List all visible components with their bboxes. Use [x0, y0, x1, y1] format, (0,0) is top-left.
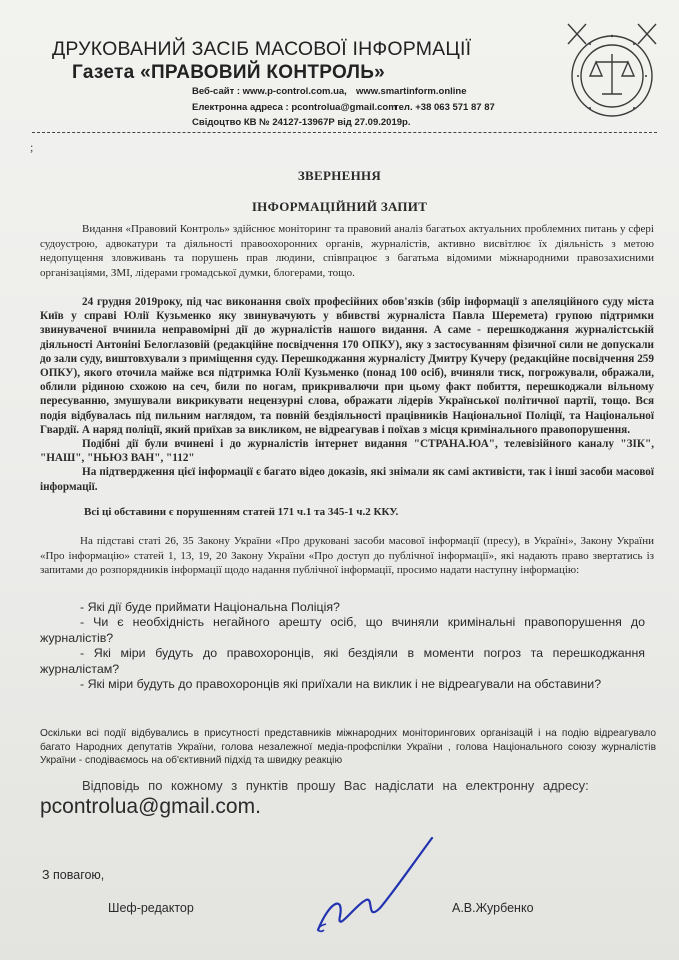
intro-paragraph: Видання «Правовий Контроль» здійснює моніторинг та правовий аналіз багатьох актуальних проблемних питань у сфері судоустрою, адвокатури та діяльності правоохоронних органів, журналістів, активно висвітлює їх діяльність з метою недопущення зловживань та порушень прав людини, співпрацює з багатьма відомими міжнародними правозахисними організаціями, ЗМІ, лідерами громадської думки, блогерами, тощо.: [40, 223, 654, 279]
reply-email: pcontrolua@gmail.com.: [40, 795, 261, 818]
emblem-seal-icon: [560, 14, 664, 126]
closing-regards: З повагою,: [42, 868, 105, 882]
website-line-2: www.smartinform.online: [356, 86, 467, 97]
signature-mark: [300, 830, 440, 945]
incident-paragraph: [40, 295, 654, 494]
signer-position: Шеф-редактор: [108, 901, 194, 915]
phone-line: тел. +38 063 571 87 87: [394, 102, 495, 113]
question-item: - Які міри будуть до правохоронців, які бездіяли в моменти погроз та перешкоджання журналістам?: [40, 646, 645, 676]
evidence-text: На підтвердження цієї інформації є багато відео доказів, які знімали як самі активісти, так і інші засоби масової інформації.: [40, 466, 654, 493]
similar-acts-text: Подібні дії були вчинені і до журналістів інтернет видання "СТРАНА.ЮА", телевізійного каналу "ЗІК", "НАШ", "НЬЮЗ ВАН", "112": [40, 438, 654, 465]
reply-request: Відповідь по кожному з пунктів прошу Вас надіслати на електронну адресу:: [82, 778, 589, 793]
publication-type-title: ДРУКОВАНИЙ ЗАСІБ МАСОВОЇ ІНФОРМАЦІЇ: [52, 38, 472, 60]
request-title: ІНФОРМАЦІЙНИЙ ЗАПИТ: [251, 199, 428, 214]
incident-text: 24 грудня 2019року, під час виконання своїх професійних обов'язків (збір інформації з апеляційного суду міста Київ у справі Юлії Кузьменко яку звинувачують у вбивстві журналіста Павла Шеремета) групою підтримки звинуваченої вчинила неправомірні дії до журналістів нашого видання. А саме - перешкоджання журналістській діяльності Антоніні Белоглазовій (редакційне посвідчення 170 ОПКУ), яку з застосуванням фізичної сили не допускали до зали суду, виштовхували з приміщення суду. Перешкоджання журналісту Дмитру Кучеру (редакційне посвідчення 259 ОПКУ), якого оточила майже вся підтримка Юлії Кузьменко (понад 100 осіб), вчиняли тиск, погрожували, ображали, облили рідиною схожою на сеч, били по ногам, прикривалючи при цьому факт побиття, перешкоджали вільному пересуванню, змушували викрикувати нецензурні слова, ображати лідерів Української політичної партії, тощо. Вся подія відбувалась під пильним наглядом, та повній бездіяльності працівників Національної Поліції, та Національної Гвардії. А наряд поліції, який приїхав за викликом, не відреагував і поїхав з місця кримінального правопорушення.: [40, 296, 654, 436]
signer-name: А.В.Журбенко: [452, 901, 534, 915]
question-item: - Які дії буде приймати Національна Поліція?: [80, 600, 340, 614]
newspaper-name: Газета «ПРАВОВИЙ КОНТРОЛЬ»: [72, 62, 386, 83]
email-line: Електронна адреса : pcontrolua@gmail.com: [192, 102, 397, 113]
margin-mark: ;: [30, 140, 34, 154]
legal-basis-paragraph: На підставі статі 26, 35 Закону України «Про друковані засоби масової інформації (пресу), в Україні», Закону України «Про інформацію» статей 1, 13, 19, 20 Закону України «Про доступ до публічної інформації», які надають право звертатись із запитами до розпорядників інформації щодо надання публічної інформації, просимо надати наступну інформацію:: [40, 535, 654, 576]
website-line: Веб-сайт : www.p-control.com.ua,: [192, 86, 347, 97]
certificate-line: Свідоцтво КВ № 24127-13967Р від 27.09.2019р.: [192, 117, 411, 128]
question-item: - Чи є необхідність негайного арешту осіб, що вчиняли кримінальні правопорушення до журналістів?: [40, 615, 645, 645]
appeal-title: ЗВЕРНЕННЯ: [297, 168, 382, 183]
violations-paragraph: Всі ці обставини є порушенням статей 171 ч.1 та 345-1 ч.2 ККУ.: [84, 506, 399, 518]
header-divider: [32, 132, 657, 133]
question-item: - Які міри будуть до правохоронців які приїхали на виклик і не відреагували на обставини?: [80, 677, 602, 691]
context-paragraph: Оскільки всі події відбувались в присутності представників міжнародних моніторингових організацій і на подію відреагувало багато Народних депутатів України, голова незалежної медіа-профспілки України , голова Національного союзу журналістів України - сподіваємось на об'єктивний підхід та швидку реакцію: [40, 728, 656, 766]
